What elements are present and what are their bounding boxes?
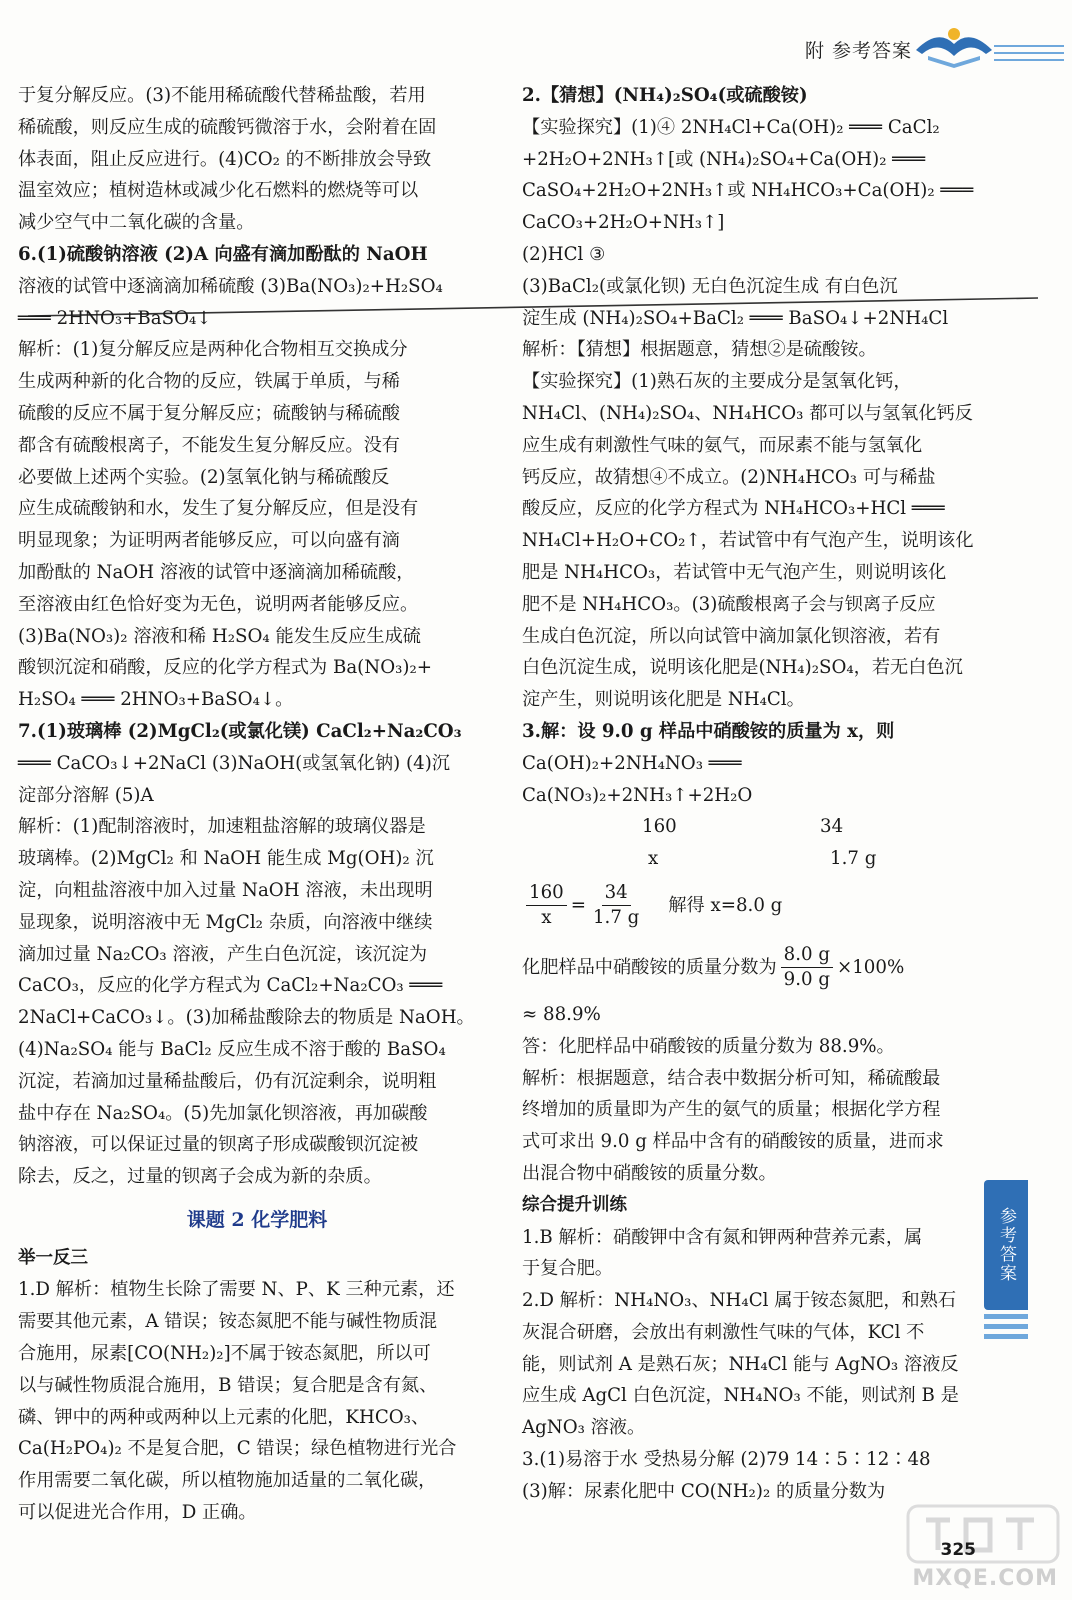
analysis-line: 解析：(1)配制溶液时，加速粗盐溶解的玻璃仪器是: [18, 816, 426, 838]
text-line: (4)Na₂SO₄ 能与 BaCl₂ 反应生成不溶于酸的 BaSO₄: [18, 1038, 446, 1060]
text-line: 能，则试剂 A 是熟石灰；NH₄Cl 能与 AgNO₃ 溶液反: [522, 1353, 959, 1375]
calc-intro: 3.解：设 9.0 g 样品中硝酸铵的质量为 x，则: [522, 720, 895, 742]
text-line: 钙反应，故猜想④不成立。(2)NH₄HCO₃ 可与稀盐: [522, 466, 936, 488]
text-line: 沉淀，若滴加过量稀盐酸后，仍有沉淀剩余，说明粗: [18, 1070, 437, 1092]
text-line: 酸钡沉淀和硝酸，反应的化学方程式为 Ba(NO₃)₂+: [18, 657, 433, 679]
text-line: 必要做上述两个实验。(2)氢氧化钠与稀硫酸反: [18, 466, 390, 488]
answer-line: 2.【猜想】(NH₄)₂SO₄(或硫酸铵): [522, 85, 808, 106]
side-tab-answers: 参考答案: [984, 1180, 1028, 1310]
text-line: 合施用，尿素[CO(NH₂)₂]不属于铵态氮肥，所以可: [18, 1343, 431, 1365]
text-line: 式可求出 9.0 g 样品中含有的硝酸铵的质量，进而求: [522, 1131, 944, 1153]
text-line: 可以促进光合作用，D 正确。: [18, 1502, 257, 1524]
text-line: NH₄Cl+H₂O+CO₂↑，若试管中有气泡产生，说明该化: [522, 530, 974, 552]
text-line: H₂SO₄ ═══ 2HNO₃+BaSO₄↓。: [18, 689, 294, 711]
text-line: 需要其他元素，A 错误；铵态氮肥不能与碱性物质混: [18, 1311, 438, 1333]
analysis-line: 解析：【猜想】根据题意，猜想②是硫酸铵。: [522, 339, 877, 361]
text-line: 都含有硫酸根离子，不能发生复分解反应。没有: [18, 434, 400, 456]
text-line: 加酚酞的 NaOH 溶液的试管中逐滴滴加稀硫酸，: [18, 561, 415, 583]
approx-result: ≈ 88.9%: [522, 1003, 601, 1025]
text-line: (2)HCl ③: [522, 243, 606, 265]
text-line: 磷、钾中的两种或两种以上元素的化肥，KHCO₃、: [18, 1406, 430, 1428]
analysis-line: 解析：根据题意，结合表中数据分析可知，稀硫酸最: [522, 1067, 941, 1089]
text-line: 终增加的质量即为产生的氨气的质量；根据化学方程: [522, 1099, 941, 1121]
text-line: (3)解：尿素化肥中 CO(NH₂)₂ 的质量分数为: [522, 1480, 886, 1502]
answer-line: 2.D 解析：NH₄NO₃、NH₄Cl 属于铵态氮肥，和熟石: [522, 1290, 957, 1312]
answer-line: 1.D 解析：植物生长除了需要 N、P、K 三种元素，还: [18, 1279, 455, 1301]
text-line: 至溶液由红色恰好变为无色，说明两者能够反应。: [18, 593, 419, 615]
answer-line: 1.B 解析：硝酸钾中含有氮和钾两种营养元素，属: [522, 1226, 923, 1248]
ratio-suffix: ×100%: [837, 957, 905, 979]
text-line: 应生成硫酸钠和水，发生了复分解反应，但是没有: [18, 498, 419, 520]
final-answer: 答：化肥样品中硝酸铵的质量分数为 88.9%。: [522, 1035, 895, 1057]
ratio-equation: [522, 937, 974, 999]
fraction: [590, 881, 642, 930]
calc-v1: x: [648, 848, 659, 870]
fraction-numerator: 8.0 g: [781, 943, 833, 968]
text-line: 2NaCl+CaCO₃↓。(3)加稀盐酸除去的物质是 NaOH。: [18, 1007, 475, 1029]
calc-molar-row: [522, 811, 974, 843]
watermark-text: MXQE.COM: [912, 1566, 1058, 1591]
text-line: 肥是 NH₄HCO₃，若试管中无气泡产生，则说明该化: [522, 561, 947, 583]
section-title: 课题 2 化学肥料: [186, 1208, 328, 1231]
text-line: 明显现象；为证明两者能够反应，可以向盛有滴: [18, 530, 400, 552]
ratio-prefix: 化肥样品中硝酸铵的质量分数为: [522, 957, 777, 979]
text-line: 淀生成 (NH₄)₂SO₄+BaCl₂ ═══ BaSO₄↓+2NH₄Cl: [522, 307, 949, 329]
text-line: (3)Ba(NO₃)₂ 溶液和稀 H₂SO₄ 能发生反应生成硫: [18, 625, 421, 647]
calc-m2: 34: [820, 816, 844, 838]
text-line: 淀，向粗盐溶液中加入过量 NaOH 溶液，未出现明: [18, 879, 433, 901]
text-line: 生成白色沉淀，所以向试管中滴加氯化钡溶液，若有: [522, 625, 941, 647]
text-line: 钠溶液，可以保证过量的钡离子形成碳酸钡沉淀被: [18, 1134, 419, 1156]
fraction-denominator: 9.0 g: [783, 969, 830, 991]
fraction-numerator: 34: [602, 881, 631, 906]
text-line: 减少空气中二氧化碳的含量。: [18, 212, 255, 234]
text-line: 硫酸的反应不属于复分解反应；硫酸钠与稀硫酸: [18, 402, 400, 424]
text-line: 体表面，阻止反应进行。(4)CO₂ 的不断排放会导致: [18, 148, 432, 170]
calc-v2: 1.7 g: [830, 848, 877, 870]
text-line: 淀产生，则说明该化肥是 NH₄Cl。: [522, 689, 805, 711]
calc-equation: Ca(OH)₂+2NH₄NO₃ ═══ Ca(NO₃)₂+2NH₃↑+2H₂O: [522, 752, 753, 806]
text-line: 于复分解反应。(3)不能用稀硫酸代替稀盐酸，若用: [18, 85, 426, 106]
equals-sign: =: [570, 895, 586, 917]
text-line: ═══ CaCO₃↓+2NaCl (3)NaOH(或氢氧化钠) (4)沉: [18, 752, 450, 774]
text-line: 除去，反之，过量的钡离子会成为新的杂质。: [18, 1166, 382, 1188]
left-column: [18, 80, 496, 1529]
text-line: ═══ 2HNO₃+BaSO₄↓: [18, 307, 212, 329]
fraction-denominator: 1.7 g: [592, 907, 640, 929]
proportion-equation: [522, 875, 974, 937]
side-tab-stripes: [984, 1312, 1028, 1352]
text-line: 于复合肥。: [522, 1258, 613, 1280]
fraction: [781, 943, 833, 992]
header-title: 附 参考答案: [804, 40, 912, 62]
page-number: 325: [940, 1540, 976, 1560]
text-line: AgNO₃ 溶液。: [522, 1417, 646, 1439]
text-line: +2H₂O+2NH₃↑[或 (NH₄)₂SO₄+Ca(OH)₂ ═══: [522, 148, 926, 170]
fraction: [526, 881, 567, 930]
text-line: 以与碱性物质混合施用，B 错误；复合肥是含有氮、: [18, 1374, 438, 1396]
text-line: CaCO₃，反应的化学方程式为 CaCl₂+Na₂CO₃ ═══: [18, 975, 443, 997]
answer-line: 6.(1)硫酸钠溶液 (2)A 向盛有滴加酚酞的 NaOH: [18, 243, 428, 265]
text-line: 【实验探究】(1)熟石灰的主要成分是氢氧化钙，: [522, 371, 912, 393]
text-line: 【实验探究】(1)④ 2NH₄Cl+Ca(OH)₂ ═══ CaCl₂: [522, 116, 940, 138]
text-line: 生成两种新的化合物的反应，铁属于单质，与稀: [18, 371, 400, 393]
calc-m1: 160: [642, 816, 677, 838]
analysis-line: 解析：(1)复分解反应是两种化合物相互交换成分: [18, 339, 408, 361]
text-line: CaCO₃+2H₂O+NH₃↑]: [522, 212, 725, 234]
solve-text: 解得 x=8.0 g: [668, 895, 783, 917]
text-line: 稀硫酸，则反应生成的硫酸钙微溶于水，会附着在固: [18, 116, 437, 138]
text-line: 灰混合研磨，会放出有刺激性气味的气体，KCl 不: [522, 1321, 925, 1343]
text-line: 酸反应，反应的化学方程式为 NH₄HCO₃+HCl ═══: [522, 498, 945, 520]
text-line: 应生成有刺激性气味的氨气，而尿素不能与氢氧化: [522, 434, 923, 456]
subheading: 综合提升训练: [522, 1194, 627, 1215]
book-wing-logo-icon: [908, 20, 1000, 70]
answer-line: 3.(1)易溶于水 受热易分解 (2)79 14∶5∶12∶48: [522, 1449, 931, 1471]
calc-value-row: [522, 843, 974, 875]
text-line: 肥不是 NH₄HCO₃。(3)硫酸根离子会与钡离子反应: [522, 593, 936, 615]
answer-line: 7.(1)玻璃棒 (2)MgCl₂(或氯化镁) CaCl₂+Na₂CO₃: [18, 720, 462, 742]
fraction-numerator: 160: [526, 881, 567, 906]
text-line: Ca(H₂PO₄)₂ 不是复合肥，C 错误；绿色植物进行光合: [18, 1438, 457, 1460]
text-line: 白色沉淀生成，说明该化肥是(NH₄)₂SO₄，若无白色沉: [522, 657, 963, 679]
text-line: 作用需要二氧化碳，所以植物施加适量的二氧化碳，: [18, 1470, 437, 1492]
text-line: 溶液的试管中逐滴滴加稀硫酸 (3)Ba(NO₃)₂+H₂SO₄: [18, 275, 443, 297]
fraction-denominator: x: [541, 907, 552, 929]
text-line: (3)BaCl₂(或氯化钡) 无白色沉淀生成 有白色沉: [522, 275, 898, 297]
header-decoration-lines: [994, 40, 1064, 70]
page-header: [0, 0, 1072, 70]
text-line: 淀部分溶解 (5)A: [18, 784, 154, 806]
text-line: 显现象，说明溶液中无 MgCl₂ 杂质，向溶液中继续: [18, 911, 433, 933]
text-line: 滴加过量 Na₂CO₃ 溶液，产生白色沉淀，该沉淀为: [18, 943, 428, 965]
text-line: NH₄Cl、(NH₄)₂SO₄、NH₄HCO₃ 都可以与氢氧化钙反: [522, 402, 973, 424]
text-line: 出混合物中硝酸铵的质量分数。: [522, 1162, 777, 1184]
text-line: 应生成 AgCl 白色沉淀，NH₄NO₃ 不能，则试剂 B 是: [522, 1385, 959, 1407]
right-column: [522, 80, 974, 1508]
subheading: 举一反三: [18, 1247, 88, 1268]
text-line: 温室效应；植树造林或减少化石燃料的燃烧等可以: [18, 180, 419, 202]
text-line: CaSO₄+2H₂O+2NH₃↑或 NH₄HCO₃+Ca(OH)₂ ═══: [522, 180, 974, 202]
text-line: 盐中存在 Na₂SO₄。(5)先加氯化钡溶液，再加碳酸: [18, 1102, 428, 1124]
text-line: 玻璃棒。(2)MgCl₂ 和 NaOH 能生成 Mg(OH)₂ 沉: [18, 848, 434, 870]
